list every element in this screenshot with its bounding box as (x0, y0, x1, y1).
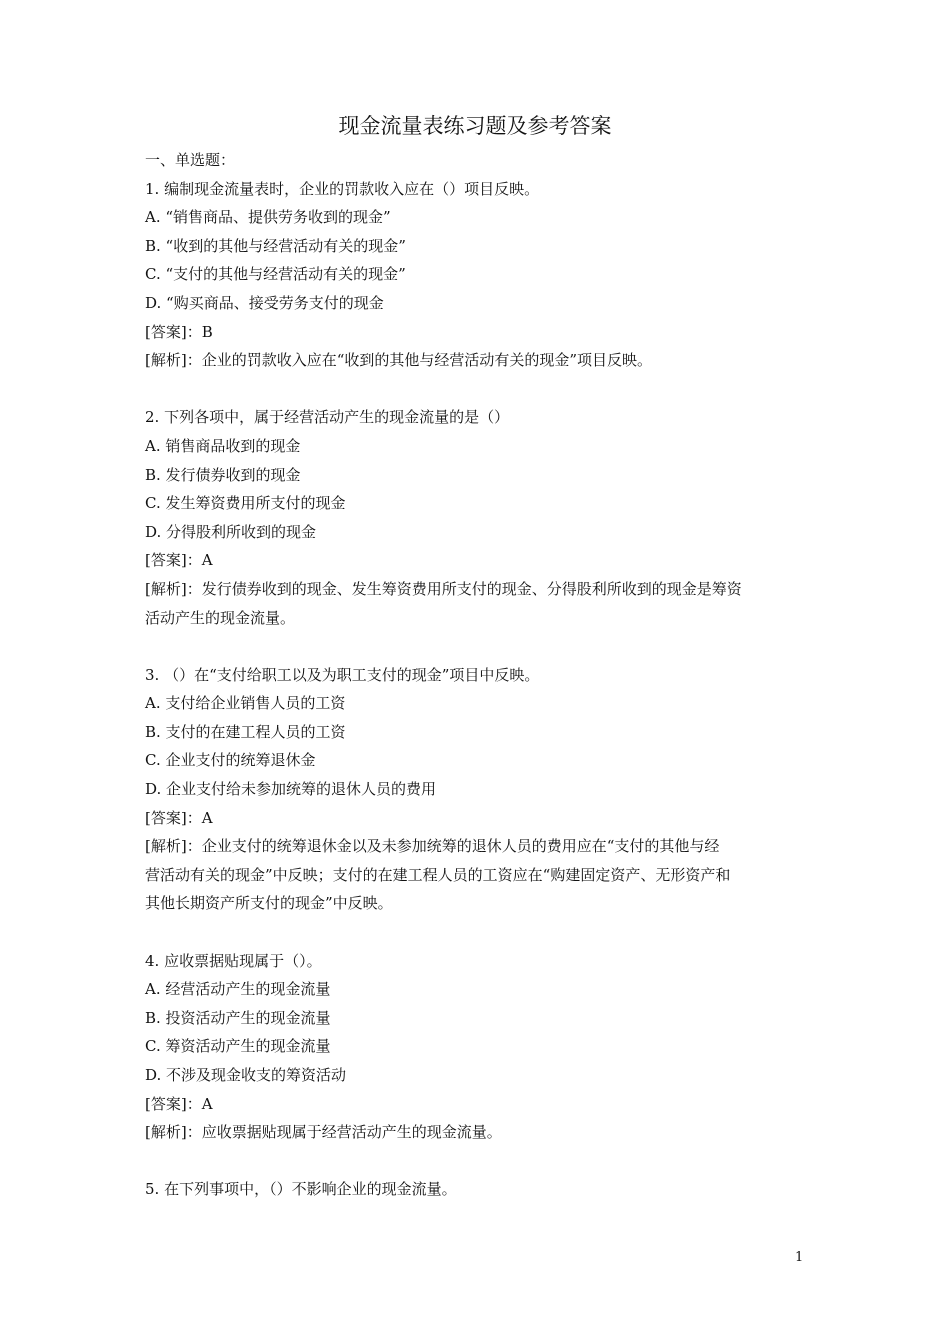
page-number: 1 (795, 1250, 804, 1265)
option-d: D. 不涉及现金收支的筹资活动 (145, 1066, 347, 1084)
answer: [答案]：A (145, 808, 213, 827)
spacer (145, 632, 810, 661)
option-b: B. 发行债券收到的现金 (145, 465, 301, 484)
question-block (145, 947, 810, 1147)
option-b: B. “收到的其他与经营活动有关的现金” (145, 236, 406, 255)
question-block (145, 1175, 810, 1204)
option-b: B. 投资活动产生的现金流量 (145, 1008, 331, 1027)
question-block (145, 403, 810, 632)
option-c: C. 企业支付的统筹退休金 (145, 751, 316, 770)
option-d: D. “购买商品、接受劳务支付的现金 (145, 293, 384, 312)
analysis-continued: 其他长期资产所支付的现金”中反映。 (145, 894, 393, 913)
option-d: D. 企业支付给未参加统筹的退休人员的费用 (145, 780, 437, 799)
option-c: C. 筹资活动产生的现金流量 (145, 1037, 331, 1056)
option-d: D. 分得股利所收到的现金 (145, 522, 317, 541)
analysis: [解析]：企业支付的统筹退休金以及未参加统筹的退休人员的费用应在“支付的其他与经 (145, 837, 720, 856)
spacer (145, 918, 810, 947)
option-c: C. “支付的其他与经营活动有关的现金” (145, 265, 406, 284)
question-stem: 2. 下列各项中，属于经营活动产生的现金流量的是（） (145, 408, 510, 427)
option-a: A. “销售商品、提供劳务收到的现金” (145, 208, 391, 227)
question-block (145, 661, 810, 918)
option-c: C. 发生筹资费用所支付的现金 (145, 494, 346, 513)
option-b: B. 支付的在建工程人员的工资 (145, 722, 346, 741)
analysis-continued: 活动产生的现金流量。 (145, 608, 296, 627)
question-stem: 3. （）在“支付给职工以及为职工支付的现金”项目中反映。 (145, 665, 540, 684)
analysis-continued: 营活动有关的现金”中反映；支付的在建工程人员的工资应在“购建固定资产、无形资产和 (145, 865, 731, 884)
document-body (145, 146, 810, 1204)
question-stem: 4. 应收票据贴现属于（）。 (145, 951, 322, 970)
option-a: A. 销售商品收到的现金 (145, 436, 301, 455)
page-title: 现金流量表练习题及参考答案 (338, 114, 612, 138)
analysis: [解析]：应收票据贴现属于经营活动产生的现金流量。 (145, 1123, 502, 1142)
analysis: [解析]：企业的罚款收入应在“收到的其他与经营活动有关的现金”项目反映。 (145, 351, 653, 370)
option-a: A. 支付给企业销售人员的工资 (145, 694, 346, 713)
analysis: [解析]：发行债券收到的现金、发生筹资费用所支付的现金、分得股利所收到的现金是筹资 (145, 579, 742, 598)
answer: [答案]：B (145, 322, 213, 341)
question-stem: 5. 在下列事项中，（）不影响企业的现金流量。 (145, 1180, 457, 1199)
question-stem: 1. 编制现金流量表时，企业的罚款收入应在（）项目反映。 (145, 179, 540, 198)
section-heading: 一、单选题： (145, 151, 236, 169)
answer: [答案]：A (145, 551, 213, 570)
spacer (145, 1147, 810, 1176)
question-block (145, 175, 810, 375)
answer: [答案]：A (145, 1094, 213, 1113)
option-a: A. 经营活动产生的现金流量 (145, 980, 331, 999)
spacer (145, 375, 810, 404)
